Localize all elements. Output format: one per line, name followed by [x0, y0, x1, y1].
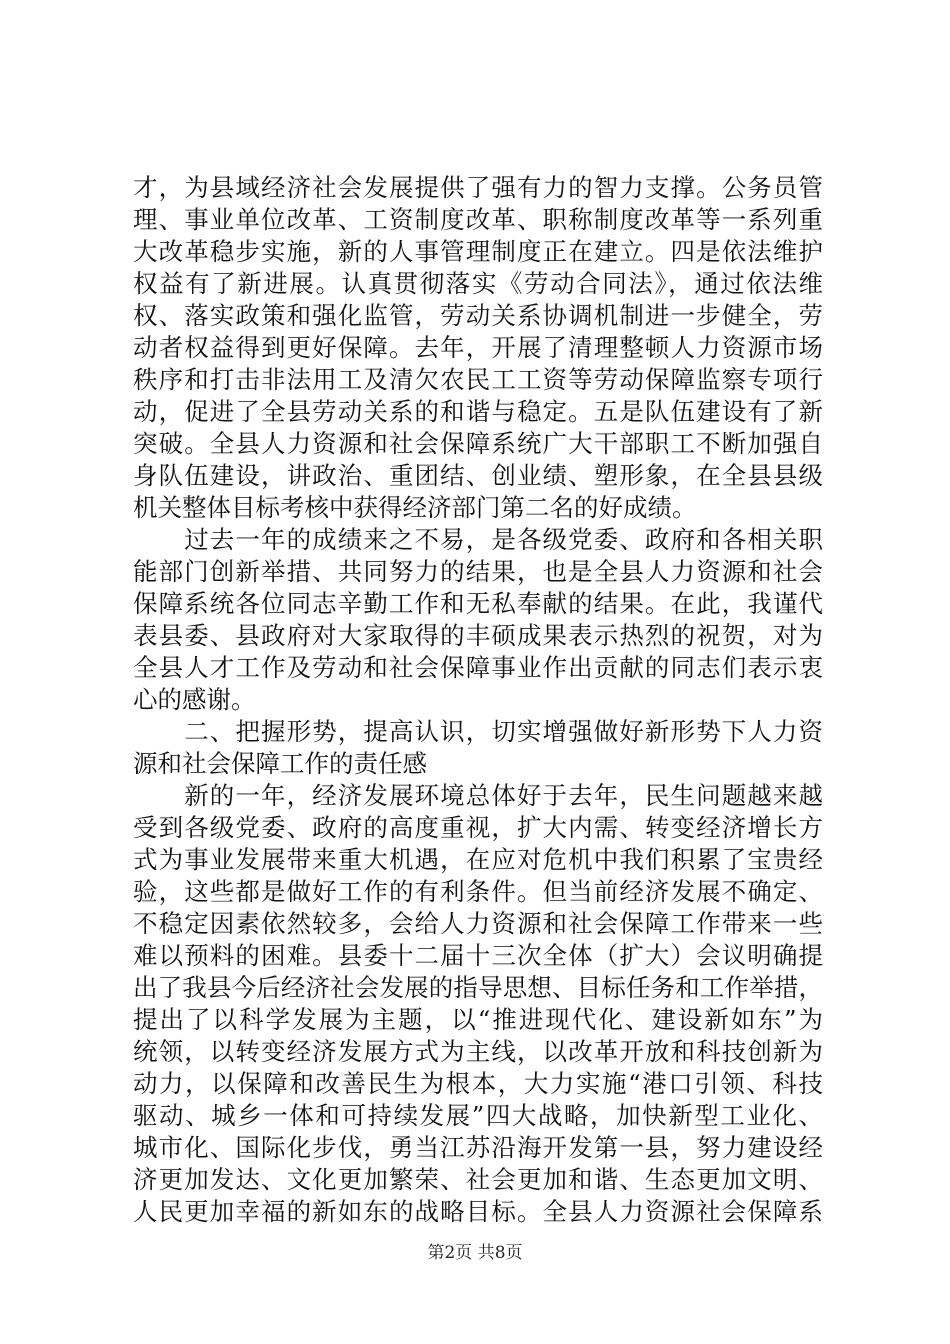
text-line: 新的一年，经济发展环境总体好于去年，民生问题越来越: [133, 781, 823, 810]
section-heading: 源和社会保障工作的责任感: [133, 749, 427, 778]
text-line: 全县人才工作及劳动和社会保障事业作出贡献的同志们表示衷: [133, 653, 823, 682]
text-line: 身队伍建设，讲政治、重团结、创业绩、塑形象，在全县县级: [133, 461, 823, 490]
text-line: 验，这些都是做好工作的有利条件。但当前经济发展不确定、: [133, 877, 823, 906]
text-line: 才，为县域经济社会发展提供了强有力的智力支撑。公务员管: [133, 173, 823, 202]
text-line: 大改革稳步实施，新的人事管理制度正在建立。四是依法维护: [133, 237, 823, 266]
text-line: 动，促进了全县劳动关系的和谐与稳定。五是队伍建设有了新: [133, 397, 823, 426]
text-line: 秩序和打击非法用工及清欠农民工工资等劳动保障监察专项行: [133, 365, 823, 394]
text-line: 能部门创新举措、共同努力的结果，也是全县人力资源和社会: [133, 557, 823, 586]
text-line: 提出了以科学发展为主题，以“推进现代化、建设新如东”为: [133, 1005, 823, 1034]
text-line: 权益有了新进展。认真贯彻落实《劳动合同法》，通过依法维: [133, 269, 823, 298]
text-line: 难以预料的困难。县委十二届十三次全体（扩大）会议明确提: [133, 941, 823, 970]
text-line: 受到各级党委、政府的高度重视，扩大内需、转变经济增长方: [133, 813, 823, 842]
text-line: 式为事业发展带来重大机遇，在应对危机中我们积累了宝贵经: [133, 845, 823, 874]
text-line: 表县委、县政府对大家取得的丰硕成果表示热烈的祝贺，对为: [133, 621, 823, 650]
text-line: 统领，以转变经济发展方式为主线，以改革开放和科技创新为: [133, 1037, 823, 1066]
text-line: 心的感谢。: [133, 685, 256, 714]
text-line: 权、落实政策和强化监管，劳动关系协调机制进一步健全，劳: [133, 301, 823, 330]
text-line: 出了我县今后经济社会发展的指导思想、目标任务和工作举措，: [133, 973, 823, 1002]
text-line: 城市化、国际化步伐，勇当江苏沿海开发第一县，努力建设经: [133, 1133, 823, 1162]
text-line: 不稳定因素依然较多，会给人力资源和社会保障工作带来一些: [133, 909, 823, 938]
text-line: 人民更加幸福的新如东的战略目标。全县人力资源社会保障系: [133, 1197, 823, 1226]
page-number-footer: 第2页 共8页: [427, 1243, 523, 1263]
text-line: 理、事业单位改革、工资制度改革、职称制度改革等一系列重: [133, 205, 823, 234]
text-line: 保障系统各位同志辛勤工作和无私奉献的结果。在此，我谨代: [133, 589, 823, 618]
text-line: 机关整体目标考核中获得经济部门第二名的好成绩。: [133, 493, 697, 522]
text-line: 动力，以保障和改善民生为根本，大力实施“港口引领、科技: [133, 1069, 823, 1098]
body-text: [133, 172, 823, 1228]
text-line: 突破。全县人力资源和社会保障系统广大干部职工不断加强自: [133, 429, 823, 458]
text-line: 动者权益得到更好保障。去年，开展了清理整顿人力资源市场: [133, 333, 823, 362]
section-heading: 二、把握形势，提高认识，切实增强做好新形势下人力资: [133, 717, 823, 746]
text-line: 济更加发达、文化更加繁荣、社会更加和谐、生态更加文明、: [133, 1165, 823, 1194]
text-line: 驱动、城乡一体和可持续发展”四大战略，加快新型工业化、: [133, 1101, 823, 1130]
text-line: 过去一年的成绩来之不易，是各级党委、政府和各相关职: [133, 525, 823, 554]
